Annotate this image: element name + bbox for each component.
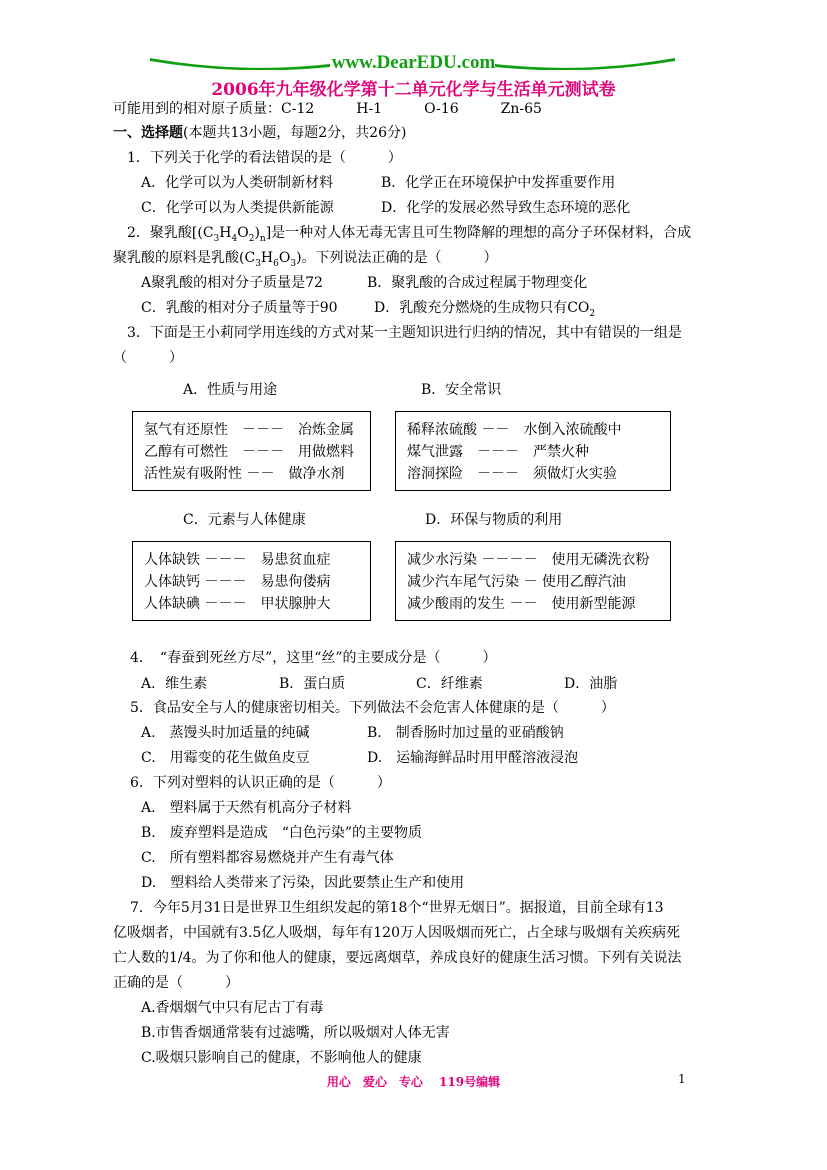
- header-brand: www.DearEDU.com: [331, 52, 496, 73]
- q7-stem-line1: 7．今年5月31日是世界卫生组织发起的第18个“世界无烟日”。据报道，目前全球有13: [130, 900, 664, 916]
- header-right-swoosh: [495, 56, 675, 70]
- q3-box-c-row: 人体缺碘 －－－ 甲状腺肿大: [144, 596, 331, 612]
- q2-text: H: [260, 250, 274, 266]
- q4-stem: 4． “春蚕到死丝方尽”，这里“丝”的主要成分是（ ）: [130, 650, 497, 666]
- q2-sub: 2: [248, 233, 255, 244]
- q3-box-d-row: 减少水污染 －－－－ 使用无磷洗衣粉: [407, 552, 650, 568]
- q2-sub: 4: [231, 233, 238, 244]
- q2-option-b: B．聚乳酸的合成过程属于物理变化: [367, 275, 588, 291]
- q3-stem-line1: 3．下面是王小莉同学用连线的方式对某一主题知识进行归纳的情况，其中有错误的一组是: [127, 325, 682, 341]
- q7-stem-line2: 亿吸烟者，中国就有3.5亿人吸烟，每年有120万人因吸烟而死亡，占全球与吸烟有关疾病死: [113, 925, 680, 941]
- q2-sub: 3: [290, 258, 297, 269]
- q6-option-a: A. 塑料属于天然有机高分子材料: [141, 800, 352, 816]
- q3-box-d: [395, 541, 671, 621]
- q4-option-a: A．维生素: [141, 676, 208, 692]
- q1-option-b: B．化学正在环境保护中发挥重要作用: [381, 175, 616, 191]
- q1-option-d: D．化学的发展必然导致生态环境的恶化: [381, 200, 631, 216]
- q6-option-b: B. 废弃塑料是造成 “白色污染”的主要物质: [141, 825, 423, 841]
- q3-box-a: [132, 411, 371, 491]
- q3-box-d-row: 减少汽车尾气污染 － 使用乙醇汽油: [407, 574, 626, 590]
- q2-text: 聚乳酸的原料是乳酸(C: [113, 250, 256, 266]
- q2-option-d: [374, 298, 595, 318]
- q3-box-c: [132, 541, 371, 621]
- q3-box-a-row: 氢气有还原性 －－－ 冶炼金属: [144, 422, 354, 438]
- section-heading-note: (本题共13小题，每题2分，共26分): [183, 125, 407, 141]
- q1-stem: 1．下列关于化学的看法错误的是（ ）: [127, 150, 402, 166]
- q3-box-c-row: 人体缺钙 －－－ 易患佝偻病: [144, 574, 331, 590]
- q5-option-b: B. 制香肠时加过量的亚硝酸钠: [367, 725, 564, 741]
- q2-text: O: [237, 225, 249, 241]
- q2-sub: 3: [213, 233, 220, 244]
- page-number: 1: [678, 1072, 686, 1086]
- q5-option-d: D. 运输海鲜品时用甲醛溶液浸泡: [367, 750, 579, 766]
- section-heading: [113, 123, 406, 143]
- q3-box-d-label: D．环保与物质的利用: [425, 512, 563, 528]
- q5-stem: 5．食品安全与人的健康密切相关。下列做法不会危害人体健康的是（ ）: [130, 700, 615, 716]
- q2-option-d-text: D．乳酸充分燃烧的生成物只有CO: [374, 300, 590, 316]
- q7-stem-line3: 亡人数的1/4。为了你和他人的健康，要远离烟草，养成良好的健康生活习惯。下列有关说法: [113, 950, 682, 966]
- q3-box-c-row: 人体缺铁 －－－ 易患贫血症: [144, 552, 331, 568]
- q4-option-d: D．油脂: [564, 676, 618, 692]
- q2-text: 2．聚乳酸[(C: [127, 225, 214, 241]
- q2-sub: n: [259, 233, 266, 244]
- atomic-masses-line: 可能用到的相对原子质量：C-12 H-1 O-16 Zn-65: [113, 101, 542, 117]
- q4-option-b: B．蛋白质: [279, 676, 346, 692]
- document-title: 2006年九年级化学第十二单元化学与生活单元测试卷: [211, 80, 616, 100]
- q2-text: ): [254, 225, 260, 241]
- q2-sub: 6: [273, 258, 279, 269]
- q2-option-d-sub: 2: [589, 308, 596, 319]
- q7-option-b: B.市售香烟通常装有过滤嘴，所以吸烟对人体无害: [141, 1025, 450, 1041]
- q6-stem: 6．下列对塑料的认识正确的是（ ）: [130, 775, 391, 791]
- q1-option-c: C．化学可以为人类提供新能源: [141, 200, 334, 216]
- q3-box-c-label: C．元素与人体健康: [183, 512, 306, 528]
- q3-box-b-row: 溶洞探险 －－－ 须做灯火实验: [407, 466, 617, 482]
- q3-box-b: [395, 411, 671, 491]
- q5-option-a: A. 蒸馒头时加适量的纯碱: [141, 725, 310, 741]
- q3-box-b-row: 稀释浓硫酸 －－ 水倒入浓硫酸中: [407, 422, 622, 438]
- q7-option-a: A.香烟烟气中只有尼古丁有毒: [141, 1000, 324, 1016]
- q3-stem-line2: （ ）: [113, 350, 183, 366]
- q2-text: O: [278, 250, 291, 266]
- q6-option-c: C. 所有塑料都容易燃烧并产生有毒气体: [141, 850, 394, 866]
- page-footer: 用心 爱心 专心 119号编辑: [326, 1075, 501, 1089]
- q3-box-a-label: A．性质与用途: [183, 382, 278, 398]
- q3-box-a-row: 乙醇有可燃性 －－－ 用做燃料: [144, 444, 354, 460]
- q3-box-b-label: B．安全常识: [421, 382, 502, 398]
- q3-box-a-row: 活性炭有吸附性 －－ 做净水剂: [144, 466, 345, 482]
- q5-option-c: C. 用霉变的花生做鱼皮豆: [141, 750, 310, 766]
- q1-option-a: A．化学可以为人类研制新材料: [141, 175, 334, 191]
- q2-text: H: [219, 225, 232, 241]
- q2-sub: 3: [255, 258, 261, 269]
- q2-text: ]是一种对人体无毒无害且可生物降解的理想的高分子环保材料，合成: [265, 225, 692, 241]
- q7-option-c: C.吸烟只影响自己的健康，不影响他人的健康: [141, 1050, 422, 1066]
- q7-stem-line4: 正确的是（ ）: [113, 975, 239, 991]
- q2-stem-line1: [127, 223, 691, 243]
- q3-box-d-row: 减少酸雨的发生 －－ 使用新型能源: [407, 596, 636, 612]
- q2-option-a: A聚乳酸的相对分子质量是72: [141, 275, 323, 291]
- q2-text: )。下列说法正确的是（ ）: [296, 250, 498, 266]
- q4-option-c: C．纤维素: [416, 676, 483, 692]
- q6-option-d: D. 塑料给人类带来了污染，因此要禁止生产和使用: [141, 875, 465, 891]
- q2-stem-line2: [113, 248, 498, 268]
- q2-option-c: C．乳酸的相对分子质量等于90: [141, 300, 338, 316]
- q3-box-b-row: 煤气泄露 －－－ 严禁火种: [407, 444, 589, 460]
- section-heading-title: 一、选择题: [113, 125, 183, 141]
